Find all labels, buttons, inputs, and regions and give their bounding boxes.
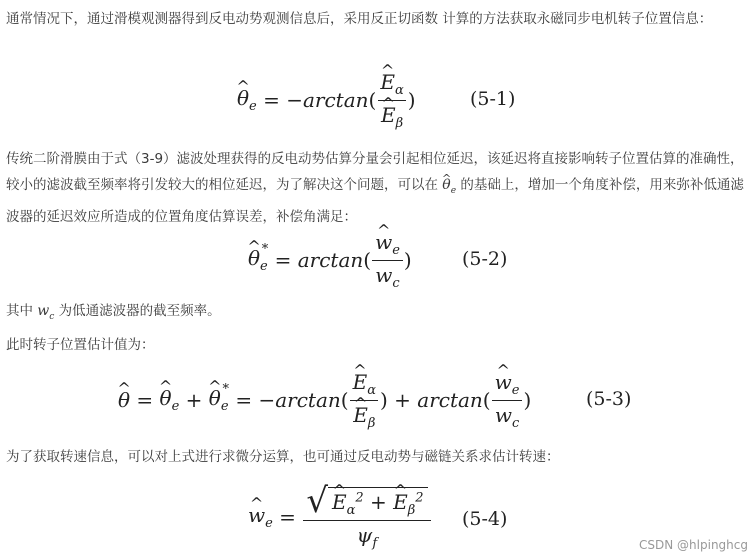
equation-5-2: ^ $\theta_e^*$ = arctan ( ^ $\frac{w_e}{w_c}$ ) (5-2) [0, 230, 756, 290]
paragraph-2 [6, 146, 750, 230]
theta-e-hat-inline: ^ $\theta_e$ [442, 177, 456, 193]
paragraph-3-text-a: 其中 [6, 303, 33, 319]
paragraph-2-text-a: 传统二阶滑膜由于式（3-9）滤波处理获得的反电动势估算分量会引起相位延迟，该延迟将直接影响转子位置估算的准确性，较小的滤波截至频率将引发较大的相位延迟，为了解决这个问题，可以在 [6, 151, 744, 193]
paragraph-1-text: 通常情况下，通过滑模观测器得到反电动势观测信息后，采用反正切函数 计算的方法获取永磁同步电机转子位置信息： [6, 11, 713, 27]
paragraph-5-text: 为了获取转速信息，可以对上式进行求微分运算，也可通过反电动势与磁链关系求估计转速： [6, 449, 560, 465]
watermark: CSDN @hlpinghcg [639, 538, 748, 552]
equation-5-4-label: (5-4) [462, 508, 508, 530]
equation-5-1: ^ $\theta_e$ = − arctan ( ^ $E_\alpha$ ^ $E_\beta$ ) (5-1) [0, 70, 756, 130]
equation-5-1-label: (5-1) [470, 88, 516, 110]
paragraph-4-text: 此时转子位置估计值为： [6, 337, 155, 353]
paragraph-4 [6, 332, 750, 358]
paragraph-5 [6, 444, 750, 470]
wc-inline: $w_c$ [37, 303, 55, 322]
equation-5-2-label: (5-2) [462, 248, 508, 270]
equation-5-4: ^ $w_e$ = √ ^ $E_\alpha^2$ + ^ $E_\beta^2$ $\psi_f$ (5-4) [0, 478, 756, 556]
paragraph-3 [6, 298, 750, 330]
equation-5-3-label: (5-3) [586, 388, 632, 410]
equation-5-3: ^ θ = ^ $\theta_e$ + ^ $\theta_e^*$ = − arctan ( ^ $E_\alpha$ ^ $E_\beta$ ) + arctan ( ^ $\frac{w_e}{w_c}$ ) (5-3) [0, 370, 756, 430]
paragraph-1 [6, 6, 750, 32]
paragraph-3-text-b: 为低通滤波器的截至频率。 [58, 303, 221, 319]
paragraph-2-text-b: 的基础上，增加一个角度补偿，用来弥补低通滤波器的延迟效应所造成的位置角度估算误差，补偿角满足： [6, 177, 744, 225]
